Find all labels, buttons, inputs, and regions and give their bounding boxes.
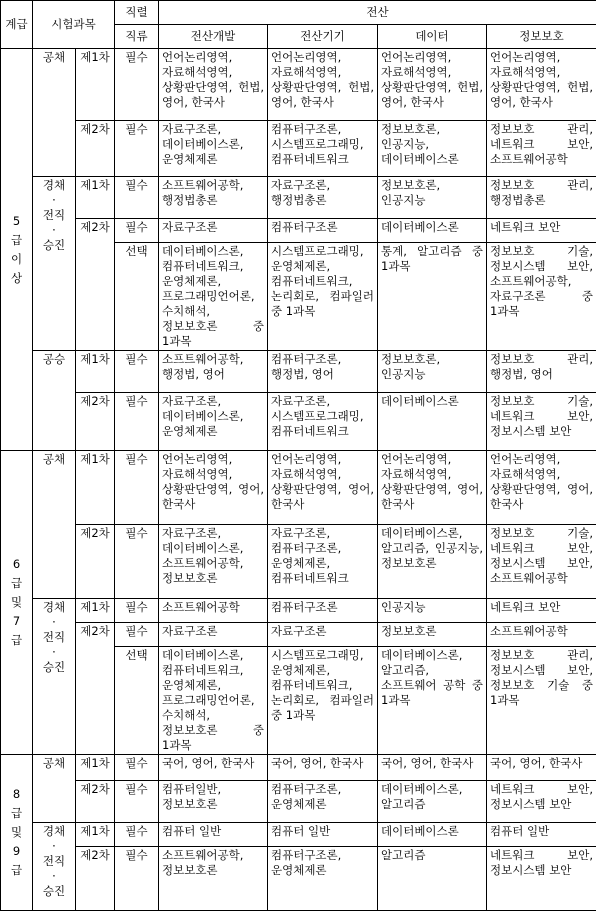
g5-career-r2req-dev: 자료구조론 <box>159 219 268 243</box>
g5-career-r1-dev: 소프트웨어공학, 행정법총론 <box>159 177 268 219</box>
g5-promo-r1-type: 필수 <box>115 351 159 393</box>
g89-career-r1-device: 컴퓨터 일반 <box>268 823 378 847</box>
g5-open-r2-type: 필수 <box>115 121 159 177</box>
g5-career-r1-data: 정보보호론, 인공지능 <box>378 177 487 219</box>
g5-open-r1-security: 언어논리영역, 자료해석영역, 상황판단영역, 헌법, 영어, 한국사 <box>487 49 596 121</box>
g67-career-r2sel-security: 정보보호 관리, 정보시스템 보안, 정보보호 기술 중 1과목 <box>487 647 596 755</box>
header-col-device: 전산기기 <box>268 25 378 49</box>
g89-open-r2-data: 데이터베이스론, 알고리즘 <box>378 781 487 823</box>
g89-career-round1: 제1차 <box>76 823 115 847</box>
g89-open-r1-device: 국어, 영어, 한국사 <box>268 755 378 781</box>
g89-open-r2-device: 컴퓨터구조론, 운영체제론 <box>268 781 378 823</box>
g5-career-r1-type: 필수 <box>115 177 159 219</box>
g5-open-r2-security: 정보보호 관리, 네트워크 보안, 소프트웨어공학 <box>487 121 596 177</box>
g67-career-r2req-data: 정보보호론 <box>378 623 487 647</box>
g5-open-r1-type: 필수 <box>115 49 159 121</box>
g89-open-r2-type: 필수 <box>115 781 159 823</box>
g5-open-r2-dev: 자료구조론, 데이터베이스론, 운영체제론 <box>159 121 268 177</box>
g5-open-r2-data: 정보보호론, 인공지능, 데이터베이스론 <box>378 121 487 177</box>
g67-open-r1-data: 언어논리영역, 자료해석영역, 상황판단영역, 영어, 한국사 <box>378 451 487 525</box>
g67-open-r2-data: 데이터베이스론, 알고리즘, 인공지능, 정보보호론 <box>378 525 487 599</box>
header-computing: 전산 <box>159 1 596 25</box>
header-col-security: 정보보호 <box>487 25 596 49</box>
g67-recruit-open: 공채 <box>33 451 76 599</box>
g5-promo-r2-data: 데이터베이스론 <box>378 393 487 451</box>
g5-career-r2req-security: 네트워크 보안 <box>487 219 596 243</box>
g67-career-r2sel-dev: 데이터베이스론, 컴퓨터네트워크, 운영체제론, 프로그래밍언어론, 수치해석, 정보보호론 중 1과목 <box>159 647 268 755</box>
g5-promo-r1-dev: 소프트웨어공학, 행정법, 영어 <box>159 351 268 393</box>
g89-open-r1-security: 국어, 영어, 한국사 <box>487 755 596 781</box>
g5-career-r1-security: 정보보호 관리, 행정법총론 <box>487 177 596 219</box>
g5-promo-r2-security: 정보보호 기술, 네트워크 보안, 정보시스템 보안 <box>487 393 596 451</box>
g5-promo-r1-data: 정보보호론, 인공지능 <box>378 351 487 393</box>
g5-career-r2sel-device: 시스템프로그래밍, 운영체제론, 컴퓨터네트워크, 논리회로, 컴파일러 중 1과목 <box>268 243 378 351</box>
g5-career-r2sel-security: 정보보호 기술, 정보시스템 보안, 소프트웨어공학, 자료구조론 중 1과목 <box>487 243 596 351</box>
g5-career-r2sel-data: 통계, 알고리즘 중 1과목 <box>378 243 487 351</box>
g89-open-r1-dev: 국어, 영어, 한국사 <box>159 755 268 781</box>
g67-recruit-career: 경채 · 전직 · 승진 <box>33 599 76 755</box>
g89-open-r1-data: 국어, 영어, 한국사 <box>378 755 487 781</box>
g89-open-r1-type: 필수 <box>115 755 159 781</box>
g67-open-r1-type: 필수 <box>115 451 159 525</box>
g89-career-round2: 제2차 <box>76 847 115 911</box>
g5-open-round2: 제2차 <box>76 121 115 177</box>
g89-open-r2-security: 네트워크 보안, 정보시스템 보안 <box>487 781 596 823</box>
g89-career-r1-data: 데이터베이스론 <box>378 823 487 847</box>
g89-open-r2-dev: 컴퓨터일반, 정보보호론 <box>159 781 268 823</box>
g5-career-r2sel-dev: 데이터베이스론, 컴퓨터네트워크, 운영체제론, 프로그래밍언어론, 수치해석, 정보보호론 중 1과목 <box>159 243 268 351</box>
g5-open-r1-device: 언어논리영역, 자료해석영역, 상황판단영역, 헌법, 영어, 한국사 <box>268 49 378 121</box>
g67-career-r1-type: 필수 <box>115 599 159 623</box>
g67-open-r2-type: 필수 <box>115 525 159 599</box>
header-col-dev: 전산개발 <box>159 25 268 49</box>
header-job-series: 직렬 <box>115 1 159 25</box>
grade-5-above: 5 급 이 상 <box>1 49 33 451</box>
g89-recruit-career: 경채 · 전직 · 승진 <box>33 823 76 911</box>
g89-career-r2-data: 알고리즘 <box>378 847 487 911</box>
g67-career-round1: 제1차 <box>76 599 115 623</box>
g5-career-round2: 제2차 <box>76 219 115 351</box>
g67-open-r2-security: 정보보호 기술, 네트워크 보안, 정보시스템 보안, 소프트웨어공학 <box>487 525 596 599</box>
g5-promo-round1: 제1차 <box>76 351 115 393</box>
g89-open-round1: 제1차 <box>76 755 115 781</box>
g5-recruit-promotion: 공승 <box>33 351 76 451</box>
g5-recruit-open: 공채 <box>33 49 76 177</box>
g67-open-r2-device: 자료구조론, 컴퓨터구조론, 운영체제론, 컴퓨터네트워크 <box>268 525 378 599</box>
g67-career-r2req-security: 소프트웨어공학 <box>487 623 596 647</box>
g5-promo-r1-security: 정보보호 관리, 행정법, 영어 <box>487 351 596 393</box>
g89-career-r2-security: 네트워크 보안, 정보시스템 보안 <box>487 847 596 911</box>
g89-career-r2-device: 컴퓨터구조론, 운영체제론 <box>268 847 378 911</box>
g67-career-r2-elective: 선택 <box>115 647 159 755</box>
g5-career-r2req-data: 데이터베이스론 <box>378 219 487 243</box>
header-job-category: 직류 <box>115 25 159 49</box>
g67-career-r2req-dev: 자료구조론 <box>159 623 268 647</box>
g67-open-round2: 제2차 <box>76 525 115 599</box>
g67-career-r2sel-data: 데이터베이스론, 알고리즘, 소프트웨어 공학 중 1과목 <box>378 647 487 755</box>
g89-open-round2: 제2차 <box>76 781 115 823</box>
g67-career-r1-data: 인공지능 <box>378 599 487 623</box>
g5-promo-r2-device: 자료구조론, 시스템프로그래밍, 컴퓨터네트워크 <box>268 393 378 451</box>
header-exam-subject: 시험과목 <box>33 1 115 49</box>
g67-career-r1-security: 네트워크 보안 <box>487 599 596 623</box>
header-grade: 계급 <box>1 1 33 49</box>
g5-career-r2req-device: 컴퓨터구조론 <box>268 219 378 243</box>
g5-promo-r1-device: 컴퓨터구조론, 행정법, 영어 <box>268 351 378 393</box>
g89-career-r2-type: 필수 <box>115 847 159 911</box>
g5-promo-round2: 제2차 <box>76 393 115 451</box>
g5-career-r2-elective: 선택 <box>115 243 159 351</box>
g67-open-round1: 제1차 <box>76 451 115 525</box>
grade-6-7: 6 급 및 7 급 <box>1 451 33 755</box>
g5-open-r1-data: 언어논리영역, 자료해석영역, 상황판단영역, 헌법, 영어, 한국사 <box>378 49 487 121</box>
g67-career-r1-dev: 소프트웨어공학 <box>159 599 268 623</box>
g67-open-r1-security: 언어논리영역, 자료해석영역, 상황판단영역, 영어, 한국사 <box>487 451 596 525</box>
g5-career-r1-device: 자료구조론, 행정법총론 <box>268 177 378 219</box>
g67-career-round2: 제2차 <box>76 623 115 755</box>
g67-career-r1-device: 컴퓨터구조론 <box>268 599 378 623</box>
g5-recruit-career: 경채 · 전직 · 승진 <box>33 177 76 351</box>
g67-career-r2sel-device: 시스템프로그래밍, 운영체제론, 컴퓨터네트워크, 논리회로, 컴파일러 중 1과목 <box>268 647 378 755</box>
g67-career-r2req-device: 자료구조론 <box>268 623 378 647</box>
grade-8-9: 8 급 및 9 급 <box>1 755 33 911</box>
g5-open-r1-dev: 언어논리영역, 자료해석영역, 상황판단영역, 헌법, 영어, 한국사 <box>159 49 268 121</box>
g67-career-r2-required: 필수 <box>115 623 159 647</box>
g5-promo-r2-dev: 자료구조론, 데이터베이스론, 운영체제론 <box>159 393 268 451</box>
g89-career-r2-dev: 소프트웨어공학, 정보보호론 <box>159 847 268 911</box>
g5-open-r2-device: 컴퓨터구조론, 시스템프로그래밍, 컴퓨터네트워크 <box>268 121 378 177</box>
g5-career-round1: 제1차 <box>76 177 115 219</box>
g89-career-r1-dev: 컴퓨터 일반 <box>159 823 268 847</box>
g89-career-r1-type: 필수 <box>115 823 159 847</box>
g5-career-r2-required: 필수 <box>115 219 159 243</box>
g67-open-r1-dev: 언어논리영역, 자료해석영역, 상황판단영역, 영어, 한국사 <box>159 451 268 525</box>
g67-open-r2-dev: 자료구조론, 데이터베이스론, 소프트웨어공학, 정보보호론 <box>159 525 268 599</box>
g5-promo-r2-type: 필수 <box>115 393 159 451</box>
g67-open-r1-device: 언어논리영역, 자료해석영역, 상황판단영역, 영어, 한국사 <box>268 451 378 525</box>
g89-recruit-open: 공채 <box>33 755 76 823</box>
g5-open-round1: 제1차 <box>76 49 115 121</box>
g89-career-r1-security: 컴퓨터 일반 <box>487 823 596 847</box>
header-col-data: 데이터 <box>378 25 487 49</box>
